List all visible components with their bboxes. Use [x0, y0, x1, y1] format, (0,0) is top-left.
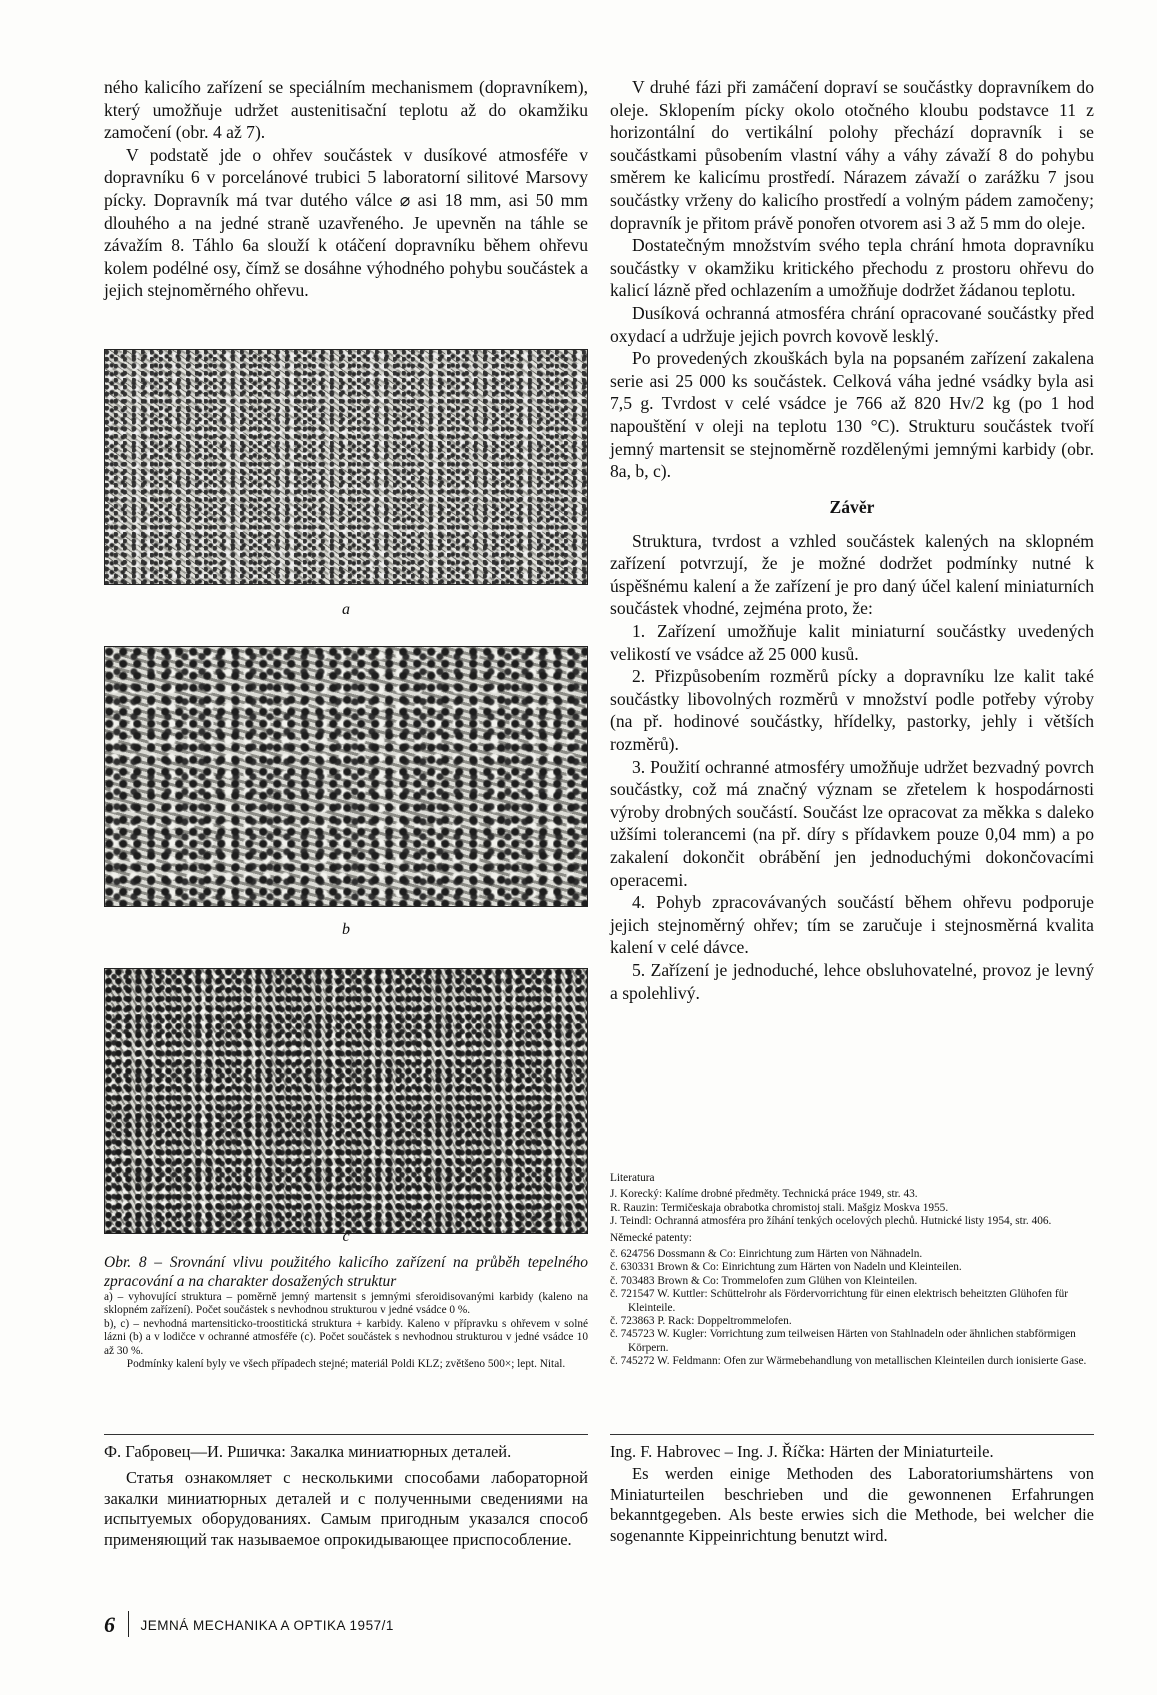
- reference-item: J. Teindl: Ochranná atmosféra pro žíhání tenkých ocelových plechů. Hutnické listy 1954, str. 406.: [610, 1215, 1052, 1228]
- reference-item: R. Rauzin: Termičeskaja obrabotka chromistoj stali. Mašgiz Moskva 1955.: [610, 1201, 949, 1214]
- paragraph: Struktura, tvrdost a vzhled součástek kalených na sklopném zařízení potvrzují, že je možné dodržet podmínky nutné k úspěšnému kalení a že zařízení je pro daný účel kalení miniaturních součástek vhodné, zejména proto, že:: [610, 530, 1094, 619]
- patent-item: č. 630331 Brown & Co: Einrichtung zum Härten von Nadeln und Kleinteilen.: [610, 1261, 962, 1274]
- patent-item: č. 745723 W. Kugler: Vorrichtung zum teilweisen Härten von Stahlnadeln oder ähnlichen stabförmigen Körpern.: [610, 1328, 1076, 1354]
- figure-label-b: b: [342, 921, 350, 938]
- paragraph: ného kalicího zařízení se speciálním mechanismem (dopravníkem), který umožňuje udržet austenitisační teplotu až do okamžiku zamočení (obr. 4 až 7).: [104, 77, 588, 143]
- page-footer: [104, 1611, 704, 1638]
- micrograph-c: [104, 968, 588, 1234]
- abstract-title: Ф. Габровец—И. Ршичка: Закалка миниатюрных деталей.: [104, 1442, 512, 1461]
- abstract-title: Ing. F. Habrovec – Ing. J. Říčka: Härten der Miniaturteile.: [610, 1442, 994, 1461]
- micrograph-a: [104, 349, 588, 585]
- reference-item: J. Korecký: Kalíme drobné předměty. Technická práce 1949, str. 43.: [610, 1188, 918, 1201]
- paragraph: Dusíková ochranná atmosféra chrání opracované součástky před oxydací a udržuje jejich povrch kovově lesklý.: [610, 302, 1094, 346]
- list-item: 1. Zařízení umožňuje kalit miniaturní součástky uvedených velikostí ve vsádce až 25 000 kusů.: [610, 621, 1094, 664]
- caption-title: Obr. 8 – Srovnání vlivu použitého kalicího zařízení na průběh tepelného zpracování a na charakter dosažených struktur: [104, 1254, 588, 1290]
- caption-line: b), c) – nevhodná martensiticko-troostitická struktura + karbidy. Kaleno v přípravku s ohřevem v solné lázni (b) a v lodičce v ochranné atmosféře (c). Počet součástek s nevhodnou strukturou v jedné vsádce 10 až 30 %.: [104, 1317, 588, 1357]
- paragraph: Dostatečným množstvím svého tepla chrání hmota dopravníku součástky v okamžiku kritického přechodu z prostoru ohřevu do kalicí lázně před ochlazením a umožňuje dodržet žádanou teplotu.: [610, 235, 1094, 301]
- footer-separator: [128, 1611, 129, 1637]
- page-number: 6: [104, 1612, 116, 1637]
- abstract-body: Es werden einige Methoden des Laboratoriumshärtens von Miniaturteilen beschrieben und die gewonnenen Erfahrungen bekanntgegeben. Als beste erwies sich die Methode, bei welcher die sogenannte Kippeinrichtung benutzt wird.: [610, 1464, 1094, 1545]
- paragraph: V druhé fázi při zamáčení dopraví se součástky dopravníkem do oleje. Sklopením pícky okolo otočného kloubu podstavce 11 z horizontální do vertikální polohy přechází dopravník i se součástkami působením vlastní váhy a váhy závaží 8 do pohybu směrem ke kalicímu prostředí. Nárazem závaží o zarážku 7 jsou součástky vrženy do kalicího prostředí a volným pádem zamočeny; dopravník je přitom právě ponořen otvorem asi 3 až 5 mm do oleje.: [610, 77, 1094, 233]
- paragraph: V podstatě jde o ohřev součástek v dusíkové atmosféře v dopravníku 6 v porcelánové trubici 5 laboratorní silitové Marsovy pícky. Dopravník má tvar dutého válce ⌀ asi 18 mm, asi 50 mm dlouhého a na jedné straně uzavřeného. Je upevněn na táhle se závažím 8. Táhlo 6a slouží k otáčení dopravníku během ohřevu kolem podélné osy, čímž se dosáhne výhodného pohybu součástek a jejich stejnoměrného ohřevu.: [104, 144, 588, 301]
- figure-label-a: a: [342, 601, 350, 618]
- figure-caption: [104, 1253, 588, 1371]
- patent-item: č. 721547 W. Kuttler: Schüttelrohr als Fördervorrichtung für einen elektrisch beheitzten Glühofen für Kleinteile.: [610, 1288, 1069, 1314]
- right-column-text: [610, 76, 1094, 1004]
- micrograph-b: [104, 646, 588, 907]
- journal-name: JEMNÁ MECHANIKA A OPTIKA 1957/1: [140, 1618, 394, 1633]
- figure-label-c: c: [342, 1228, 350, 1245]
- list-item: 3. Použití ochranné atmosféry umožňuje udržet bezvadný povrch součástky, což má značný význam se zřetelem k hospodárnosti výroby drobných součástí. Součást lze opracovat za měkka s daleko užšími tolerancemi (na př. díry s přídavkem pouze 0,04 mm) a po zakalení dokončit obrábění jen jednoduchými dokončovacími operacemi.: [610, 756, 1094, 890]
- abstract-russian: [104, 1442, 588, 1550]
- caption-line: a) – vyhovující struktura – poměrně jemný martensit s jemnými sferoidisovanými karbidy (kaleno na sklopném zařízení). Počet součástek s nevhodnou strukturou v jedné vsádce 0 %.: [104, 1291, 588, 1317]
- left-column-text: [104, 76, 588, 302]
- patents-heading: Německé patenty:: [610, 1231, 692, 1244]
- list-item: 4. Pohyb zpracovávaných součástí během ohřevu podporuje jejich stejnoměrný ohřev; tím se zaručuje i stejnosměrná kvalita kalení v celé dávce.: [610, 892, 1094, 958]
- abstract-german: [610, 1442, 1094, 1546]
- patent-item: č. 703483 Brown & Co: Trommelofen zum Glühen von Kleinteilen.: [610, 1274, 918, 1287]
- abstract-divider-left: [104, 1434, 588, 1435]
- literature-heading: Literatura: [610, 1172, 655, 1184]
- paragraph: Po provedených zkouškách byla na popsaném zařízení zakalena serie asi 25 000 ks součástek. Celková váha jedné vsádky byla asi 7,5 g. Tvrdost v celé vsádce je 766 až 820 Hv/2 kg (po 1 hod napouštění v oleji na teplotu 130 °C). Strukturu součástek tvoří jemný martensit se stejnoměrně rozdělenými jemnými karbidy (obr. 8a, b, c).: [610, 348, 1094, 482]
- caption-line: Podmínky kalení byly ve všech případech stejné; materiál Poldi KLZ; zvětšeno 500×; lept. Nital.: [126, 1358, 566, 1371]
- list-item: 5. Zařízení je jednoduché, lehce obsluhovatelné, provoz je levný a spolehlivý.: [610, 959, 1094, 1003]
- conclusion-heading: Závěr: [829, 496, 875, 517]
- list-item: 2. Přizpůsobením rozměrů pícky a dopravníku lze kalit také součástky libovolných rozměrů v množství podle potřeby výroby (na př. hodinové součástky, hřídelky, pastorky, jehly i větších rozměrů).: [610, 666, 1094, 755]
- patent-item: č. 624756 Dossmann & Co: Einrichtung zum Härten von Nähnadeln.: [610, 1248, 923, 1261]
- patent-item: č. 745272 W. Feldmann: Ofen zur Wärmebehandlung von metallischen Kleinteilen durch ionisierte Gase.: [610, 1355, 1087, 1368]
- abstract-body: Статья ознакомляет с несколькими способами лабораторной закалки миниатюрных деталей и с полученными сведениями на испытуемых оборудованиях. Самым пригодным указался способ применяющий так называемое опрокидывающее приспособление.: [104, 1468, 588, 1549]
- literature-list: [610, 1172, 1094, 1369]
- abstract-divider-right: [610, 1434, 1094, 1435]
- patent-item: č. 723863 P. Rack: Doppeltrommelofen.: [610, 1315, 792, 1328]
